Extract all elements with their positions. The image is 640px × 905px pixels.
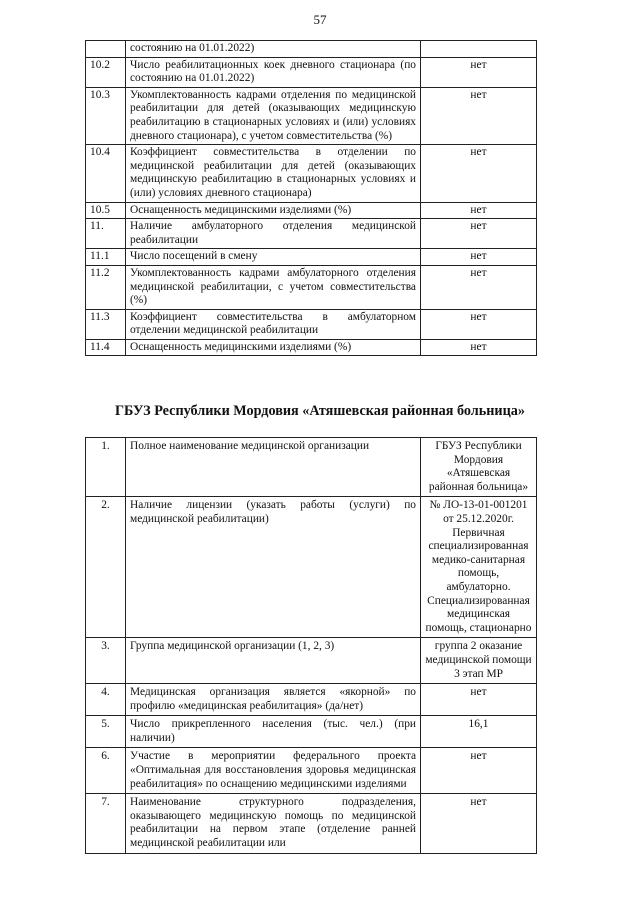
table-row bbox=[86, 219, 537, 249]
row-number: 6. bbox=[86, 748, 126, 794]
row-description: Число реабилитационных коек дневного стационара (по состоянию на 01.01.2022) bbox=[126, 57, 421, 87]
row-number: 10.2 bbox=[86, 57, 126, 87]
row-number: 7. bbox=[86, 794, 126, 853]
row-number: 11. bbox=[86, 219, 126, 249]
row-description: Медицинская организация является «якорной» по профилю «медицинская реабилитация» (да/нет) bbox=[126, 684, 421, 716]
row-description: Коэффициент совместительства в амбулаторном отделении медицинской реабилитации bbox=[126, 309, 421, 339]
row-description: Группа медицинской организации (1, 2, 3) bbox=[126, 638, 421, 684]
row-number: 1. bbox=[86, 438, 126, 497]
table-row bbox=[86, 202, 537, 219]
row-value: нет bbox=[421, 57, 537, 87]
row-value: группа 2 оказание медицинской помощи 3 этап МР bbox=[421, 638, 537, 684]
row-value: нет bbox=[421, 219, 537, 249]
organization-heading: ГБУЗ Республики Мордовия «Атяшевская районная больница» bbox=[115, 403, 525, 419]
row-number: 11.3 bbox=[86, 309, 126, 339]
table-row bbox=[86, 497, 537, 638]
table-row bbox=[86, 41, 537, 58]
table-row bbox=[86, 638, 537, 684]
row-number: 3. bbox=[86, 638, 126, 684]
row-number: 2. bbox=[86, 497, 126, 638]
row-description: Участие в мероприятии федерального проекта «Оптимальная для восстановления здоровья медицинская реабилитация» по оснащению медицинскими изделиями bbox=[126, 748, 421, 794]
row-description: состоянию на 01.01.2022) bbox=[126, 41, 421, 58]
table-row bbox=[86, 309, 537, 339]
row-value: нет bbox=[421, 145, 537, 202]
row-description: Оснащенность медицинскими изделиями (%) bbox=[126, 339, 421, 356]
row-number bbox=[86, 41, 126, 58]
row-description: Оснащенность медицинскими изделиями (%) bbox=[126, 202, 421, 219]
row-number: 5. bbox=[86, 716, 126, 748]
row-description: Укомплектованность кадрами амбулаторного отделения медицинской реабилитации, с учетом совместительства (%) bbox=[126, 265, 421, 309]
row-value: нет bbox=[421, 249, 537, 266]
table-row bbox=[86, 57, 537, 87]
row-description: Укомплектованность кадрами отделения по медицинской реабилитации для детей (оказывающих медицинскую реабилитацию в стационарных условиях и (или) условиях дневного стационара), с учетом совместительства (%) bbox=[126, 87, 421, 144]
row-description: Полное наименование медицинской организации bbox=[126, 438, 421, 497]
table-row bbox=[86, 265, 537, 309]
row-number: 11.2 bbox=[86, 265, 126, 309]
row-number: 10.3 bbox=[86, 87, 126, 144]
table-body bbox=[86, 41, 537, 356]
page-number: 57 bbox=[313, 12, 327, 27]
row-value: нет bbox=[421, 748, 537, 794]
row-value: нет bbox=[421, 87, 537, 144]
row-value: ГБУЗ Республики Мордовия «Атяшевская районная больница» bbox=[421, 438, 537, 497]
row-number: 11.4 bbox=[86, 339, 126, 356]
row-description: Коэффициент совместительства в отделении по медицинской реабилитации для детей (оказывающих медицинскую реабилитацию в стационарных условиях и (или) условиях дневного стационара) bbox=[126, 145, 421, 202]
row-value: нет bbox=[421, 684, 537, 716]
table-row bbox=[86, 87, 537, 144]
row-value: 16,1 bbox=[421, 716, 537, 748]
table-row bbox=[86, 438, 537, 497]
row-value: нет bbox=[421, 339, 537, 356]
table-row bbox=[86, 794, 537, 853]
row-number: 11.1 bbox=[86, 249, 126, 266]
table-row bbox=[86, 145, 537, 202]
row-number: 10.5 bbox=[86, 202, 126, 219]
table-row bbox=[86, 748, 537, 794]
organization-info-table bbox=[85, 437, 537, 854]
row-value: нет bbox=[421, 309, 537, 339]
row-number: 10.4 bbox=[86, 145, 126, 202]
row-description: Наименование структурного подразделения, оказывающего медицинскую помощь по медицинской реабилитации на первом этапе (отделение ранней медицинской реабилитации или bbox=[126, 794, 421, 853]
row-description: Число посещений в смену bbox=[126, 249, 421, 266]
table-row bbox=[86, 684, 537, 716]
table-row bbox=[86, 716, 537, 748]
rehab-indicators-table-continued bbox=[85, 40, 537, 356]
table-row bbox=[86, 249, 537, 266]
row-description: Наличие лицензии (указать работы (услуги) по медицинской реабилитации) bbox=[126, 497, 421, 638]
row-value: нет bbox=[421, 265, 537, 309]
table-row bbox=[86, 339, 537, 356]
row-value: № ЛО-13-01-001201 от 25.12.2020г. Первичная специализированная медико-санитарная помощь, амбулаторно. Специализированная медицинская помощь, стационарно bbox=[421, 497, 537, 638]
table-body bbox=[86, 438, 537, 854]
row-description: Число прикрепленного населения (тыс. чел.) (при наличии) bbox=[126, 716, 421, 748]
row-value: нет bbox=[421, 794, 537, 853]
row-description: Наличие амбулаторного отделения медицинской реабилитации bbox=[126, 219, 421, 249]
row-number: 4. bbox=[86, 684, 126, 716]
row-value: нет bbox=[421, 202, 537, 219]
row-value bbox=[421, 41, 537, 58]
